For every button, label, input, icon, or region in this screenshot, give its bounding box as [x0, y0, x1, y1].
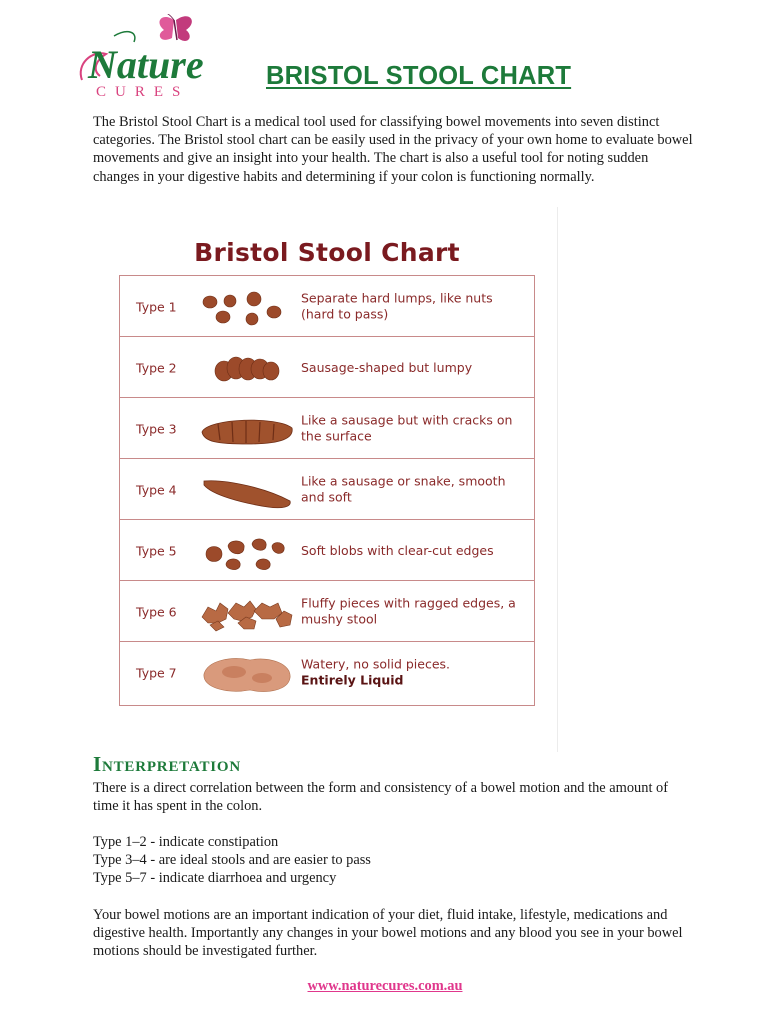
type-description: Sausage-shaped but lumpy [301, 359, 473, 375]
type-label: Type 1 [136, 299, 177, 314]
type-emphasis: Entirely Liquid [301, 672, 404, 688]
type-description: Like a sausage but with cracks on the surface [301, 412, 513, 444]
list-item: Type 3–4 - are ideal stools and are easier to pass [93, 852, 371, 869]
stool-type-3-icon [198, 402, 298, 454]
interpretation-body: There is a direct correlation between the form and consistency of a bowel motion and the amount of time it has spent in the colon. [93, 780, 669, 815]
chart-row-type-5 [120, 520, 534, 581]
chart-row-type-6 [120, 581, 534, 642]
stool-type-7-icon [198, 646, 298, 698]
chart-row-type-4 [120, 459, 534, 520]
type-description: Like a sausage or snake, smooth and soft [301, 473, 506, 505]
interpretation-heading: Interpretation [93, 752, 242, 776]
type-label: Type 2 [136, 360, 177, 375]
type-label: Type 6 [136, 604, 177, 619]
type-description: Watery, no solid pieces. Entirely Liquid [301, 656, 526, 689]
svg-text:CURES: CURES [96, 84, 190, 100]
stool-type-1-icon [198, 280, 298, 332]
type-label: Type 3 [136, 421, 177, 436]
list-item: Type 1–2 - indicate constipation [93, 834, 279, 850]
type-label: Type 7 [136, 665, 177, 680]
stool-type-4-icon [198, 463, 298, 515]
closing-paragraph: Your bowel motions are an important indication of your diet, fluid intake, lifestyle, medications and digestive health. Importantly any changes in your bowel motions and any blood you see in your bowel motions should be investigated further. [93, 907, 683, 960]
stool-type-5-icon [198, 524, 298, 576]
type-summary-list [93, 833, 693, 888]
chart-row-type-2 [120, 337, 534, 398]
page-title: BRISTOL STOOL CHART [266, 62, 572, 90]
type-description: Soft blobs with clear-cut edges [301, 542, 494, 558]
type-label: Type 4 [136, 482, 177, 497]
chart-divider-line [557, 207, 558, 752]
intro-paragraph: The Bristol Stool Chart is a medical tool used for classifying bowel movements into seven distinct categories. The Bristol stool chart can be easily used in the privacy of your own home to evaluate bowel movements and give an insight into your health. The chart is also a useful tool for noting sudden changes in your digestive habits and determining if your colon is functioning normally. [93, 114, 693, 185]
list-item: Type 5–7 - indicate diarrhoea and urgency [93, 870, 337, 887]
chart-row-type-7 [120, 642, 534, 703]
type-description: Fluffy pieces with ragged edges, a mushy stool [301, 595, 516, 627]
stool-chart-table [119, 275, 535, 706]
website-link[interactable]: www.naturecures.com.au [307, 978, 463, 994]
butterfly-icon [159, 14, 191, 41]
naturecures-logo [74, 14, 230, 100]
svg-text:Nature: Nature [88, 42, 204, 87]
type-description: Separate hard lumps, like nuts (hard to pass) [301, 290, 493, 322]
chart-row-type-1 [120, 276, 534, 337]
type-label: Type 5 [136, 543, 177, 558]
chart-row-type-3 [120, 398, 534, 459]
chart-title: Bristol Stool Chart [194, 238, 460, 267]
stool-type-6-icon [198, 585, 298, 637]
stool-type-2-icon [198, 341, 298, 393]
